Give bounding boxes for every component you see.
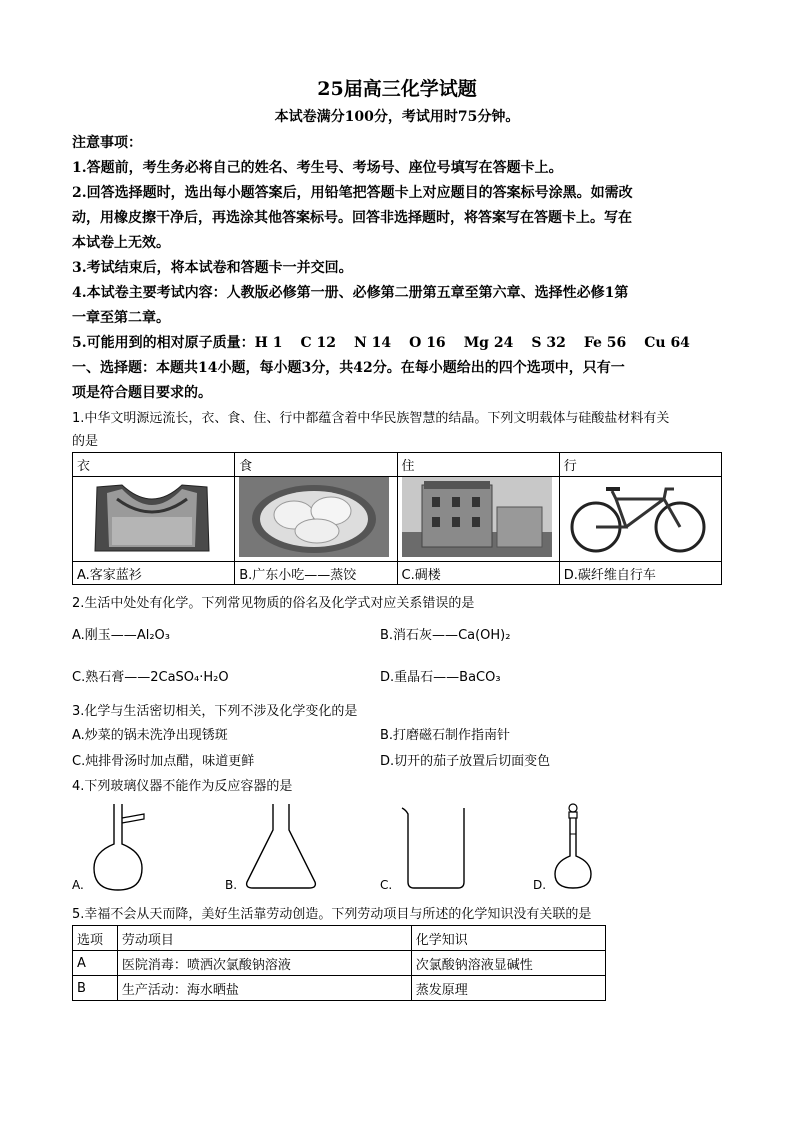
q1-header-cloth: 衣 <box>73 453 235 477</box>
notice-item-4-line-1: 4.本试卷主要考试内容：人教版必修第一册、必修第二册第五章至第六章、选择性必修1第 <box>72 285 629 301</box>
q5-row-b-labor: 生产活动：海水晒盐 <box>117 976 411 1001</box>
q3-option-c: C.炖排骨汤时加点醋，味道更鲜 <box>72 754 255 769</box>
q1-option-d: D.碳纤维自行车 <box>559 562 721 585</box>
q1-option-c: C.碉楼 <box>397 562 559 585</box>
q5-row-a-labor: 医院消毒：喷洒次氯酸钠溶液 <box>117 951 411 976</box>
q4-option-a <box>72 800 154 895</box>
q1-image-cell-b <box>235 477 397 562</box>
atomic-mass-h: H 1 <box>254 335 283 351</box>
q1-header-travel: 行 <box>559 453 721 477</box>
q2-option-a <box>72 624 170 643</box>
q5-header-chemistry: 化学知识 <box>411 926 605 951</box>
table-row <box>73 951 606 976</box>
q2-option-b-formula: Ca(OH)₂ <box>458 628 511 643</box>
q5-row-b-option: B <box>73 976 118 1001</box>
q2-option-d-formula: BaCO₃ <box>459 670 501 685</box>
q2-option-d <box>380 666 501 685</box>
steamed-dumplings-image <box>239 477 389 557</box>
atomic-mass-s: S 32 <box>531 335 566 351</box>
notice-item-3: 3.考试结束后，将本试卷和答题卡一并交回。 <box>72 260 353 276</box>
q1-header-house: 住 <box>397 453 559 477</box>
notice-item-2-line-3: 本试卷上无效。 <box>72 235 170 251</box>
page-subtitle: 本试卷满分100分，考试用时75分钟。 <box>274 109 520 125</box>
q5-row-a-option: A <box>73 951 118 976</box>
q4-label-b: B. <box>225 878 238 892</box>
atomic-mass-fe: Fe 56 <box>583 335 627 351</box>
q4-option-c <box>380 800 480 895</box>
table-row <box>73 976 606 1001</box>
q2-option-a-formula: Al₂O₃ <box>136 628 170 643</box>
q1-header-food: 食 <box>235 453 397 477</box>
q5-header-option: 选项 <box>73 926 118 951</box>
notice-item-2-line-2: 动，用橡皮擦干净后，再选涂其他答案标号。回答非选择题时，将答案写在答题卡上。写在 <box>72 210 632 226</box>
q3-option-b: B.打磨磁石制作指南针 <box>380 728 511 743</box>
notice-item-5 <box>72 332 708 352</box>
q1-stem-line-1: 1.中华文明源远流长，衣、食、住、行中都蕴含着中华民族智慧的结晶。下列文明载体与硅酸盐材料有关 <box>72 411 670 426</box>
q1-image-row <box>73 477 722 562</box>
q2-option-c-formula: 2CaSO₄·H₂O <box>150 670 229 685</box>
hakka-blue-shirt-image <box>77 477 227 557</box>
q2-option-c-label: C.熟石膏—— <box>72 670 151 685</box>
q5-row-a-chemistry: 次氯酸钠溶液显碱性 <box>411 951 605 976</box>
q4-label-a: A. <box>72 878 84 892</box>
q1-stem-line-2: 的是 <box>72 434 99 449</box>
q4-option-b <box>225 800 325 895</box>
q2-option-b <box>380 624 510 643</box>
volumetric-flask-icon <box>547 800 597 895</box>
beaker-icon <box>396 800 480 895</box>
atomic-mass-n: N 14 <box>353 335 392 351</box>
notice-item-4-line-2: 一章至第二章。 <box>72 310 170 326</box>
q1-header-row <box>73 453 722 477</box>
atomic-mass-o: O 16 <box>409 335 446 351</box>
section-1-line-1: 一、选择题：本题共14小题，每小题3分，共42分。在每小题给出的四个选项中，只有一 <box>72 360 625 376</box>
q4-label-c: C. <box>380 878 393 892</box>
watchtower-image <box>402 477 552 557</box>
q5-header-row <box>73 926 606 951</box>
notice-heading: 注意事项： <box>72 135 142 151</box>
atomic-mass-mg: Mg 24 <box>463 335 514 351</box>
q1-option-row <box>73 562 722 585</box>
q2-stem: 2.生活中处处有化学。下列常见物质的俗名及化学式对应关系错误的是 <box>72 596 475 611</box>
q1-option-b: B.广东小吃——蒸饺 <box>235 562 397 585</box>
q5-stem: 5.幸福不会从天而降，美好生活靠劳动创造。下列劳动项目与所述的化学知识没有关联的是 <box>72 907 592 922</box>
q1-option-a: A.客家蓝衫 <box>73 562 235 585</box>
atomic-mass-c: C 12 <box>300 335 336 351</box>
section-1-line-2: 项是符合题目要求的。 <box>72 385 212 401</box>
q5-header-labor: 劳动项目 <box>117 926 411 951</box>
q1-image-cell-c <box>397 477 559 562</box>
q3-stem: 3.化学与生活密切相关，下列不涉及化学变化的是 <box>72 704 358 719</box>
q4-label-d: D. <box>533 878 547 892</box>
q2-option-b-label: B.消石灰—— <box>380 628 459 643</box>
q5-row-b-chemistry: 蒸发原理 <box>411 976 605 1001</box>
atomic-mass-label: 5.可能用到的相对原子质量： <box>72 335 255 351</box>
q4-option-d <box>533 800 623 895</box>
q3-option-a: A.炒菜的锅未洗净出现锈斑 <box>72 728 228 743</box>
notice-item-2-line-1: 2.回答选择题时，选出每小题答案后，用铅笔把答题卡上对应题目的答案标号涂黑。如需改 <box>72 185 633 201</box>
q3-option-d: D.切开的茄子放置后切面变色 <box>380 754 551 769</box>
q1-image-cell-d <box>559 477 721 562</box>
q1-image-cell-a <box>73 477 235 562</box>
q2-option-c <box>72 666 229 685</box>
page-title: 25届高三化学试题 <box>317 78 477 100</box>
erlenmeyer-flask-icon <box>239 800 325 895</box>
q2-option-d-label: D.重晶石—— <box>380 670 460 685</box>
atomic-mass-cu: Cu 64 <box>644 335 690 351</box>
notice-item-1: 1.答题前，考生务必将自己的姓名、考生号、考场号、座位号填写在答题卡上。 <box>72 160 563 176</box>
q1-table <box>72 452 722 585</box>
q5-table <box>72 925 606 1001</box>
q2-option-a-label: A.刚玉—— <box>72 628 137 643</box>
carbon-fiber-bicycle-image <box>564 477 714 557</box>
distillation-flask-icon <box>84 800 154 895</box>
q4-stem: 4.下列玻璃仪器不能作为反应容器的是 <box>72 779 293 794</box>
